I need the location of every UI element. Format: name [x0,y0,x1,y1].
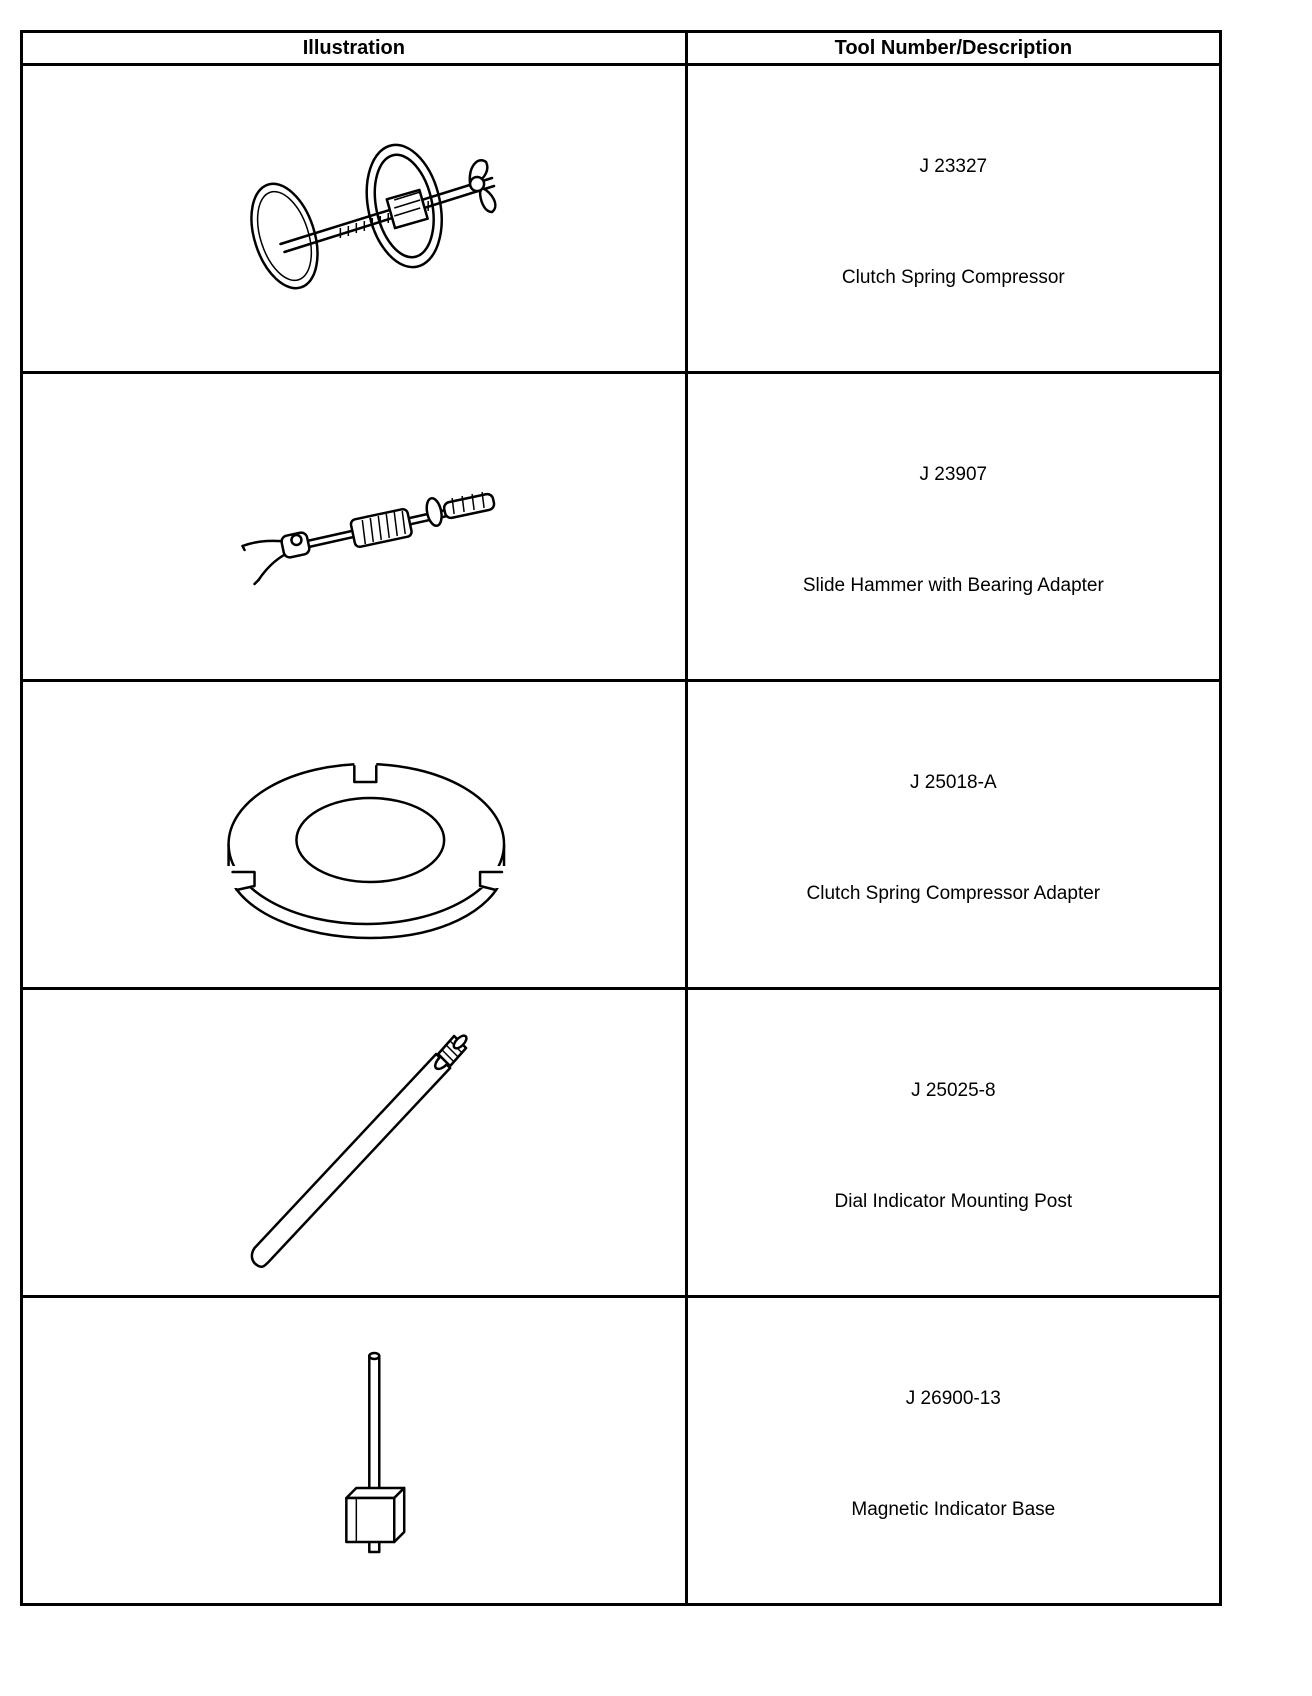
header-tool-number-description: Tool Number/Description [686,32,1220,65]
illustration-cell [22,373,687,681]
illustration-cell [22,681,687,989]
table-row [22,373,1221,681]
table-row [22,1297,1221,1605]
tool-description-cell [686,1297,1220,1605]
tool-description-cell [686,373,1220,681]
tool-number: J 23907 [919,464,988,485]
compressor-adapter-ring-icon [23,682,685,987]
table-row [22,681,1221,989]
tool-number: J 26900-13 [905,1388,1001,1409]
table-header-row [22,32,1221,65]
special-tools-table [20,30,1222,1606]
tool-description: Clutch Spring Compressor Adapter [806,883,1101,904]
slide-hammer-icon [23,374,685,679]
illustration-cell [22,1297,687,1605]
clutch-spring-compressor-icon [23,66,685,371]
tool-description: Slide Hammer with Bearing Adapter [802,575,1104,596]
tool-number: J 25018-A [910,772,997,793]
table-row [22,989,1221,1297]
illustration-cell [22,989,687,1297]
tool-number: J 25025-8 [911,1080,996,1101]
table-row [22,65,1221,373]
tool-description-cell [686,65,1220,373]
mounting-post-icon [23,990,685,1295]
tool-description-cell [686,989,1220,1297]
header-illustration: Illustration [22,32,687,65]
tool-number: J 23327 [919,156,988,177]
tool-description: Clutch Spring Compressor [841,267,1065,288]
tool-description: Magnetic Indicator Base [851,1499,1056,1520]
tool-description: Dial Indicator Mounting Post [834,1191,1073,1212]
tool-description-cell [686,681,1220,989]
magnetic-base-icon [23,1298,685,1603]
illustration-cell [22,65,687,373]
